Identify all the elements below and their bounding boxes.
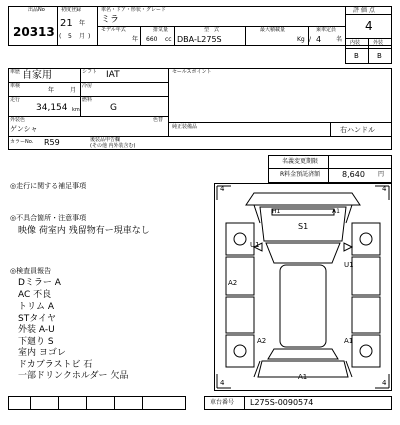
color-change-label: 色替: [153, 117, 164, 123]
damage-label-a2-left: A2: [228, 279, 238, 287]
damage-label-s1: S1: [298, 222, 309, 231]
displacement-value: 660: [146, 36, 158, 43]
history-label: 後装品申告欄: [90, 137, 121, 143]
exterior-grade: B: [377, 52, 382, 60]
damage-label-a2-right: A2: [257, 337, 267, 345]
report-item: トリム A: [18, 302, 55, 312]
footer-left-sep-1: [30, 396, 31, 410]
handle-divider: [330, 122, 331, 136]
spec-col-split: [80, 68, 81, 116]
capacity-value: 4: [316, 35, 322, 44]
first-reg-open-paren: (: [59, 33, 62, 40]
damage-label-a1-top: A1: [332, 208, 340, 215]
colorcode-value: R59: [44, 138, 60, 147]
grid-mark-br: 4: [382, 379, 387, 387]
footer-left-sep-2: [58, 396, 59, 410]
chassis-number: L275S-0090574: [250, 398, 314, 407]
capacity-unit: 名: [336, 36, 343, 43]
name-change-label: 名義変更期限: [282, 158, 319, 165]
interior-grade: B: [354, 52, 359, 60]
car-diagram: [214, 183, 392, 391]
recycle-fee-value: 8,640: [342, 170, 365, 179]
footer-left-sep-3: [86, 396, 87, 410]
inspector-report-label: ◎検査員報告: [10, 267, 52, 275]
type-label: 型 式: [204, 27, 220, 33]
first-reg-month: 5: [68, 33, 72, 40]
damage-label-u1-left: U1: [250, 241, 260, 249]
displacement-unit: cc: [165, 36, 172, 43]
defect-notes-label: ◎不具合箇所・注意事項: [10, 214, 87, 222]
grid-mark-bl: 4: [220, 379, 225, 387]
report-item: ドカブラストビ 石: [18, 360, 93, 370]
colorcode-label: カラーNo.: [10, 139, 34, 145]
handle-value: 右ハンドル: [340, 126, 375, 134]
ext-color-label: 外装色: [10, 117, 26, 123]
lot-number: 20313: [13, 25, 55, 39]
recycle-fee-unit: 円: [378, 171, 385, 178]
driving-notes-label: ◎走行に関する補足事項: [10, 182, 87, 190]
damage-label-a1-bottom: A1: [298, 373, 308, 381]
usage-label: 車歴: [10, 69, 21, 75]
spec-divider-main: [168, 68, 169, 136]
mileage-unit: km: [72, 107, 80, 113]
score-label: 評 価 点: [353, 7, 375, 14]
footer-left-sep-5: [142, 396, 143, 410]
type-sep: [174, 26, 175, 46]
score-value: 4: [365, 19, 373, 33]
shift-label: シフト: [82, 69, 98, 75]
fuel-value: G: [110, 103, 117, 113]
damage-label-u1-right: U1: [344, 261, 354, 269]
mileage-value: 34,154: [36, 103, 68, 113]
grade-divider-h: [345, 48, 392, 49]
fuel-label: 燃料: [82, 97, 93, 103]
report-item: 一部ドリンクホルダー 欠品: [18, 371, 129, 381]
exterior-label: 外装: [373, 40, 384, 46]
recycle-fee-label: R料金預託済額: [280, 171, 321, 178]
capacity-slash: /: [309, 36, 312, 43]
grid-mark-tl: 4: [220, 185, 225, 193]
defect-notes-text: 映像 荷室内 残留物有ー現車なし: [18, 226, 150, 236]
inspection-month-unit: 月: [70, 87, 77, 94]
max-load-unit: Kg: [297, 36, 305, 43]
spec-row-3: [8, 116, 168, 117]
ext-color-value: ゲンシャ: [10, 125, 38, 133]
grade-divider-v: [368, 38, 369, 64]
tax-col-divider: [328, 155, 329, 183]
first-reg-month-unit: 月: [79, 33, 86, 40]
sales-point-label: セールスポイント: [172, 69, 212, 75]
model-year-unit: 年: [132, 36, 139, 43]
chassis-label: 車台番号: [210, 399, 235, 406]
aircon-label: 冷房: [82, 83, 93, 89]
equipment-divider: [168, 122, 392, 123]
first-reg-label: 初度登録: [61, 7, 82, 13]
mileage-label: 走行: [10, 97, 21, 103]
chassis-sep: [244, 396, 245, 410]
footer-left-block: [8, 396, 186, 410]
model-year-label: モデル年式: [101, 27, 126, 33]
first-reg-year: 21: [60, 18, 73, 29]
report-item: Dミラー A: [18, 278, 61, 288]
history-divider: [8, 136, 392, 137]
interior-label: 内装: [350, 40, 361, 46]
history-sub: (その他 内外装含む): [90, 143, 136, 149]
report-item: STタイヤ: [18, 314, 57, 324]
report-item: 下廻り S: [18, 337, 54, 347]
displacement-label: 排気量: [153, 27, 169, 33]
report-item: 室内 ヨゴレ: [18, 348, 66, 358]
inspection-year-unit: 年: [48, 87, 55, 94]
damage-label-h1: H1: [272, 208, 281, 215]
load-sep: [245, 26, 246, 46]
lot-label: 出品No: [28, 7, 45, 13]
shift-value: IAT: [106, 70, 120, 80]
equipment-label: 純正装備品: [172, 124, 198, 130]
damage-label-a1-rear: A1: [344, 337, 354, 345]
displacement-sep: [140, 26, 141, 46]
max-load-label: 最大積載量: [260, 27, 286, 33]
inspection-label: 車検: [10, 83, 21, 89]
car-name-label: 車名・ドア・形状・グレード: [101, 7, 166, 13]
first-reg-year-unit: 年: [79, 20, 86, 27]
grid-mark-tr: 4: [382, 185, 387, 193]
capacity-label: 乗車定員: [316, 27, 337, 33]
report-item: 外装 A-U: [18, 325, 55, 335]
first-reg-close-paren: ): [88, 33, 91, 40]
car-name: ミラ: [101, 15, 120, 25]
tax-row-divider: [268, 168, 392, 169]
usage-value: 自家用: [22, 70, 52, 81]
type-code: DBA-L275S: [177, 35, 222, 44]
score-divider: [345, 14, 392, 15]
report-item: AC 不良: [18, 290, 52, 300]
footer-left-sep-4: [114, 396, 115, 410]
